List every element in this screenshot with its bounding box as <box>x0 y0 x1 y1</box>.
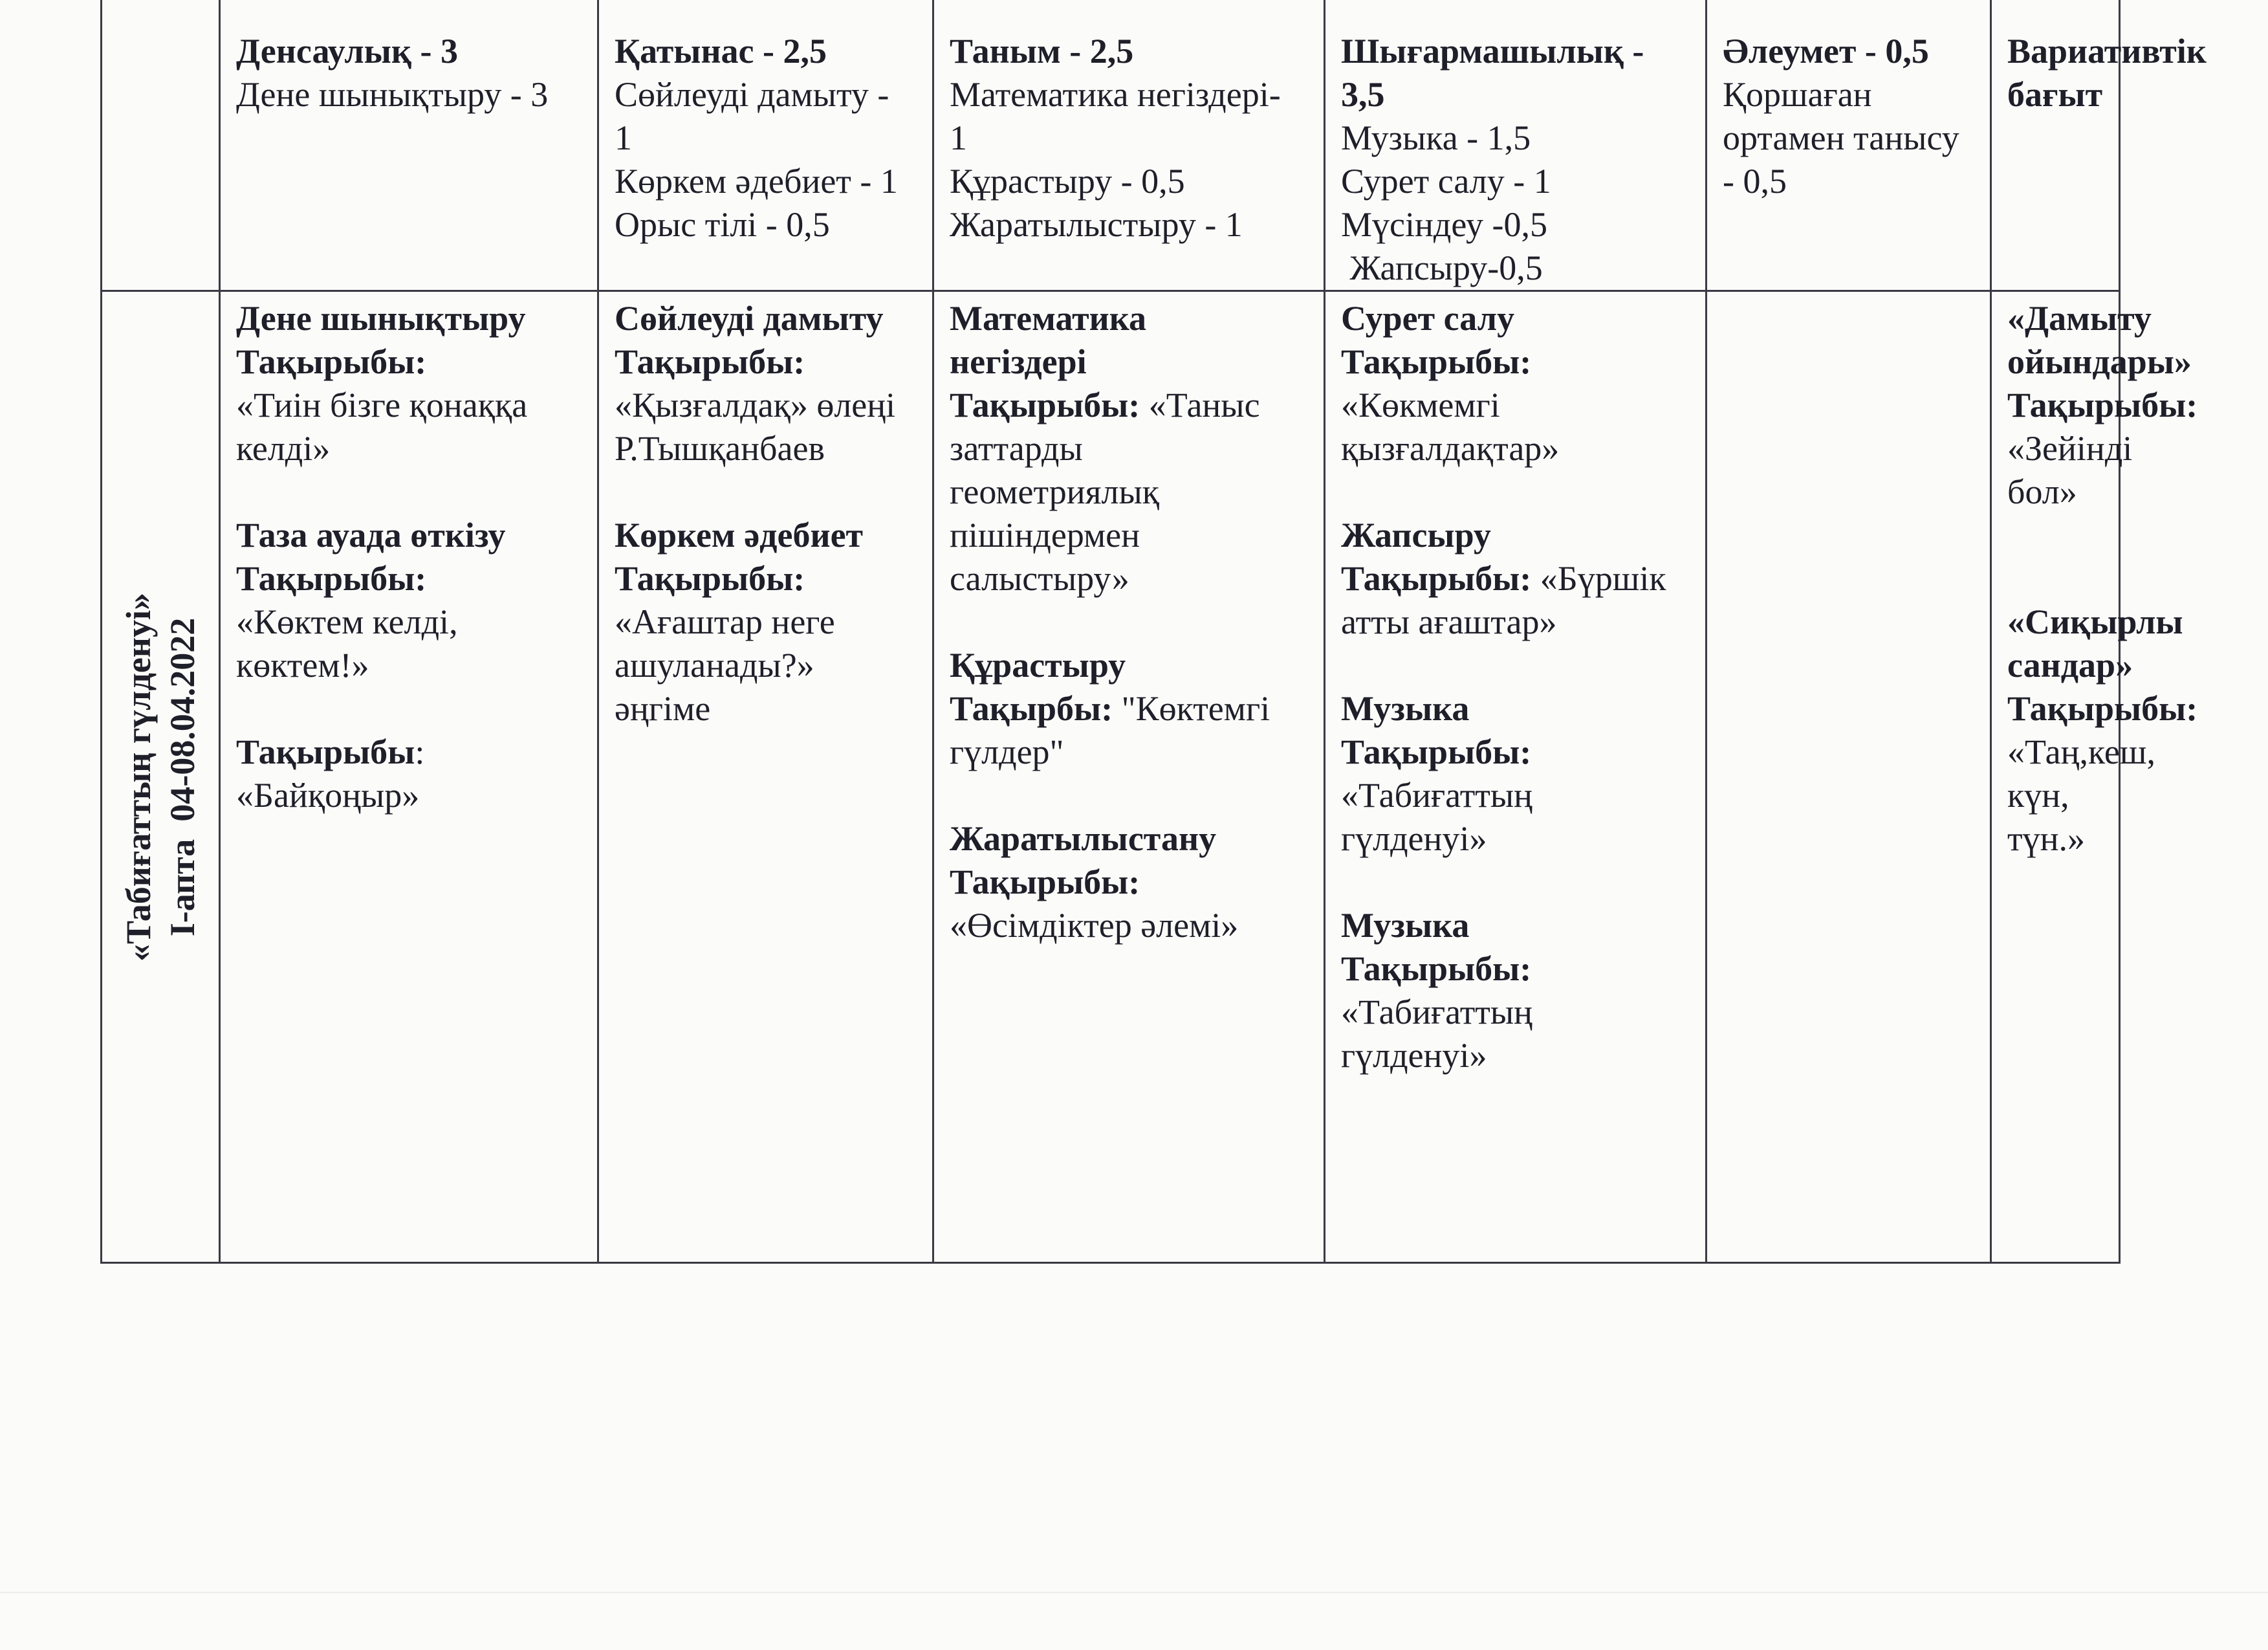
page-edge-line <box>0 1592 2268 1593</box>
topic-text: атты ағаштар» <box>1341 602 1557 641</box>
header-social-line: ортамен танысу <box>1723 118 1959 157</box>
header-health-line: Дене шынықтыру - 3 <box>236 75 549 114</box>
header-communication-cell <box>598 0 933 291</box>
header-creativity-title: Шығармашылық - <box>1341 32 1644 71</box>
social-activities-cell <box>1706 291 1991 1263</box>
topic-text: «Қызғалдақ» өлеңі <box>615 386 896 424</box>
topic-text: геометриялық <box>950 472 1159 511</box>
activity-title: Көркем әдебиет <box>615 516 864 555</box>
week-theme: «Табиғаттың гүлденуі» <box>119 592 158 962</box>
header-communication-line: Көркем әдебиет - 1 <box>615 162 898 201</box>
activity-title: Құрастыру <box>950 646 1126 685</box>
topic-text: пішіндермен <box>950 516 1140 555</box>
header-creativity-line: Сурет салу - 1 <box>1341 162 1551 201</box>
topic-text: «Бүршік <box>1531 559 1666 598</box>
topic-text: «Таныс <box>1140 386 1260 424</box>
topic-text: күн, түн.» <box>2007 776 2085 858</box>
topic-colon: : <box>415 732 425 771</box>
header-row <box>102 0 2120 291</box>
communication-activities-cell <box>598 291 933 1263</box>
topic-text: «Таң,кеш, <box>2007 732 2155 771</box>
weekly-plan-table <box>100 0 2207 1264</box>
activity-title: сандар» <box>2007 646 2133 685</box>
activity-title: Сурет салу <box>1341 299 1515 338</box>
health-activities-cell <box>220 291 598 1263</box>
header-cognition-title: Таным - 2,5 <box>950 32 1134 71</box>
header-creativity-title: 3,5 <box>1341 75 1385 114</box>
header-variative-title: бағыт <box>2007 75 2103 114</box>
topic-text: гүлдер" <box>950 732 1064 771</box>
header-social-cell <box>1706 0 1991 291</box>
topic-label: Тақырыбы: <box>950 863 1140 901</box>
topic-text: қызғалдақтар» <box>1341 429 1560 468</box>
activity-title: Математика <box>950 299 1147 338</box>
header-cognition-line: Құрастыру - 0,5 <box>950 162 1185 201</box>
header-creativity-line: Мүсіндеу -0,5 <box>1341 205 1547 244</box>
header-cognition-cell <box>933 0 1325 291</box>
topic-text: «Тиін бізге қонаққа <box>236 386 528 424</box>
activity-title: Жапсыру <box>1341 516 1491 555</box>
activity-title: Дене шынықтыру <box>236 299 526 338</box>
topic-text: "Көктемгі <box>1113 689 1270 728</box>
week-row <box>102 291 2120 1263</box>
header-health-title: Денсаулық - 3 <box>236 32 458 71</box>
header-cognition-line: 1 <box>950 118 967 157</box>
topic-text: «Көктем келді, <box>236 602 458 641</box>
activity-title: Музыка <box>1341 906 1470 945</box>
topic-text: әңгіме <box>615 689 711 728</box>
activity-title: Сөйлеуді дамыту <box>615 299 884 338</box>
topic-label: Тақырыбы <box>236 732 415 771</box>
header-social-line: Қоршаған <box>1723 75 1872 114</box>
topic-label: Тақырыбы: <box>1341 559 1532 598</box>
header-social-line: - 0,5 <box>1723 162 1787 201</box>
header-communication-title: Қатынас - 2,5 <box>615 32 827 71</box>
activity-title: «Дамыту <box>2007 299 2152 338</box>
topic-text: келді» <box>236 429 331 468</box>
week-dates: І-апта 04-08.04.2022 <box>163 617 202 936</box>
activity-title: ойындары» <box>2007 342 2192 381</box>
header-variative-title: Вариативтік <box>2007 32 2207 71</box>
topic-label: Тақырыбы: <box>2007 386 2198 424</box>
header-social-title: Әлеумет - 0,5 <box>1723 32 1929 71</box>
header-creativity-line: Музыка - 1,5 <box>1341 118 1531 157</box>
topic-text: бол» <box>2007 472 2077 511</box>
topic-label: Тақырыбы: <box>950 386 1140 424</box>
topic-label: Тақырыбы: <box>236 342 427 381</box>
activity-title: Таза ауада өткізу <box>236 516 506 555</box>
header-health-cell <box>220 0 598 291</box>
header-communication-line: Орыс тілі - 0,5 <box>615 205 830 244</box>
topic-text: «Зейінді <box>2007 429 2133 468</box>
header-communication-line: 1 <box>615 118 632 157</box>
activity-title: «Сиқырлы <box>2007 602 2183 641</box>
topic-label: Тақырыбы: <box>1341 342 1532 381</box>
topic-text: «Ағаштар неге <box>615 602 835 641</box>
header-variative-cell <box>1991 0 2207 291</box>
topic-text: заттарды <box>950 429 1083 468</box>
activity-title: Музыка <box>1341 689 1470 728</box>
topic-text: салыстыру» <box>950 559 1129 598</box>
header-cognition-line: Жаратылыстыру - 1 <box>950 205 1243 244</box>
topic-label: Тақырыбы: <box>2007 689 2198 728</box>
topic-text: «Көкмемгі <box>1341 386 1500 424</box>
week-label <box>116 593 204 962</box>
header-creativity-cell <box>1325 0 1706 291</box>
header-creativity-line: Жапсыру-0,5 <box>1341 248 1543 287</box>
creativity-activities-cell <box>1325 291 1706 1263</box>
variative-activities-cell <box>1991 291 2198 1263</box>
header-communication-line: Сөйлеуді дамыту - <box>615 75 889 114</box>
topic-text: көктем!» <box>236 646 369 685</box>
header-cognition-line: Математика негіздері- <box>950 75 1281 114</box>
activity-title: негіздері <box>950 342 1087 381</box>
topic-label: Тақырыбы: <box>236 559 427 598</box>
topic-label: Тақырыбы: <box>615 342 805 381</box>
topic-text: гүлденуі» <box>1341 1036 1487 1075</box>
topic-label: Тақырыбы: <box>1341 949 1532 988</box>
topic-text: Р.Тышқанбаев <box>615 429 825 468</box>
topic-text: «Табиғаттың <box>1341 776 1533 815</box>
topic-text: «Өсімдіктер әлемі» <box>950 906 1239 945</box>
topic-text: ашуланады?» <box>615 646 814 685</box>
topic-text: «Байқоңыр» <box>236 776 420 815</box>
topic-label: Тақырбы: <box>950 689 1113 728</box>
topic-label: Тақырыбы: <box>1341 732 1532 771</box>
topic-text: гүлденуі» <box>1341 819 1487 858</box>
topic-label: Тақырыбы: <box>615 559 805 598</box>
cognition-activities-cell <box>933 291 1325 1263</box>
week-label-cell <box>102 291 220 1263</box>
topic-text: «Табиғаттың <box>1341 993 1533 1031</box>
header-empty-cell <box>102 0 220 291</box>
activity-title: Жаратылыстану <box>950 819 1217 858</box>
